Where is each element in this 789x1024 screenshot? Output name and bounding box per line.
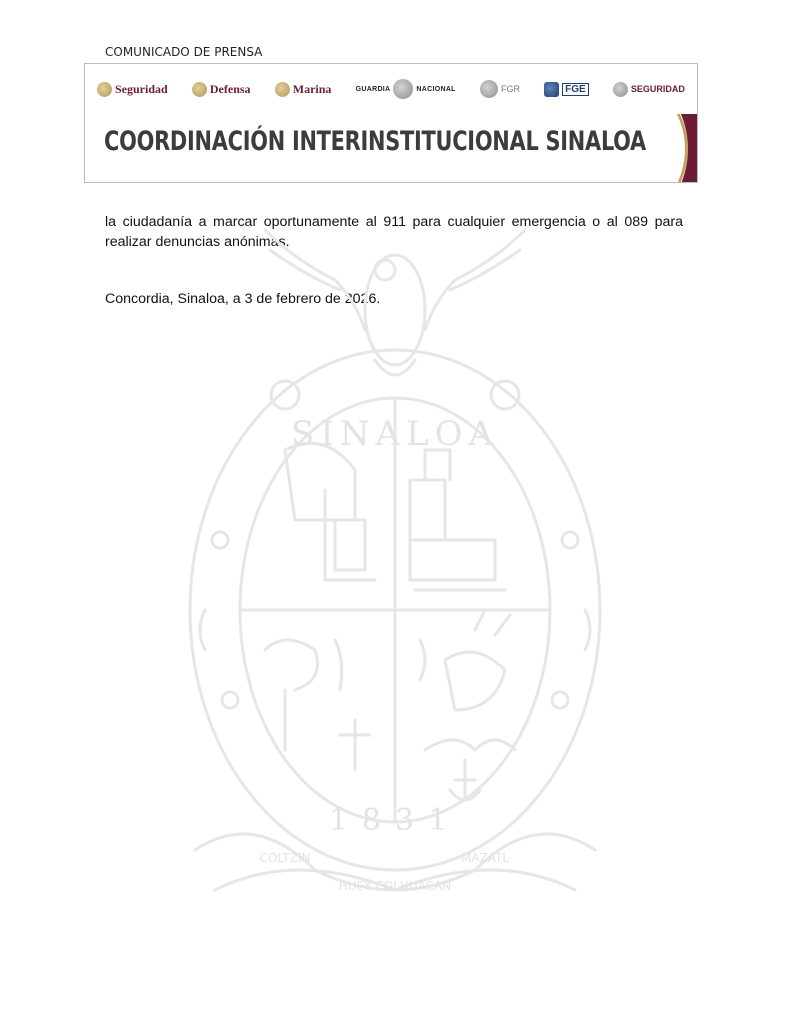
- watermark-motto-center: HUEY COLHUACAN: [338, 879, 452, 893]
- place-date-signoff: Concordia, Sinaloa, a 3 de febrero de 2026.: [105, 291, 381, 307]
- seal-icon: [275, 82, 290, 97]
- logo-marina: [275, 82, 332, 97]
- logo-label: FGR: [500, 84, 520, 94]
- logo-label: NACIONAL: [416, 85, 456, 93]
- logo-label: SEGURIDAD: [630, 84, 685, 94]
- watermark-year: 1831: [328, 803, 462, 838]
- logo-label: FGE: [562, 83, 589, 96]
- document-type-label: COMUNICADO DE PRENSA: [105, 45, 263, 59]
- seal-icon: [393, 79, 413, 99]
- logo-defensa: [192, 82, 251, 97]
- logo-guardia-nacional: [356, 79, 456, 99]
- banner-title: COORDINACIÓN INTERINSTITUCIONAL SINALOA: [104, 126, 646, 157]
- seal-icon: [480, 80, 498, 98]
- seal-icon: [613, 82, 628, 97]
- logo-seguridad: [97, 82, 168, 97]
- institutional-banner: [84, 63, 698, 183]
- logo-strip: [85, 64, 697, 114]
- logo-label: Seguridad: [115, 81, 168, 96]
- watermark-top-text: SINALOA: [290, 414, 500, 454]
- badge-icon: [544, 82, 559, 97]
- watermark-motto-left: COLTZIN: [259, 851, 311, 865]
- logo-fge: [544, 82, 589, 97]
- seal-icon: [192, 82, 207, 97]
- seal-icon: [97, 82, 112, 97]
- logo-label: GUARDIA: [355, 85, 391, 93]
- logo-label: Defensa: [209, 81, 251, 96]
- sinaloa-coat-of-arms-watermark: [175, 190, 615, 910]
- logo-seguridad-sinaloa: [613, 82, 685, 97]
- logo-label: Marina: [292, 81, 332, 96]
- watermark-motto-right: MAZATL: [460, 851, 510, 865]
- body-paragraph: la ciudadanía a marcar oportunamente al 911 para cualquier emergencia o al 089 para realizar denuncias anónimas.: [105, 214, 683, 250]
- logo-fgr: [480, 80, 520, 98]
- banner-accent: [669, 114, 697, 183]
